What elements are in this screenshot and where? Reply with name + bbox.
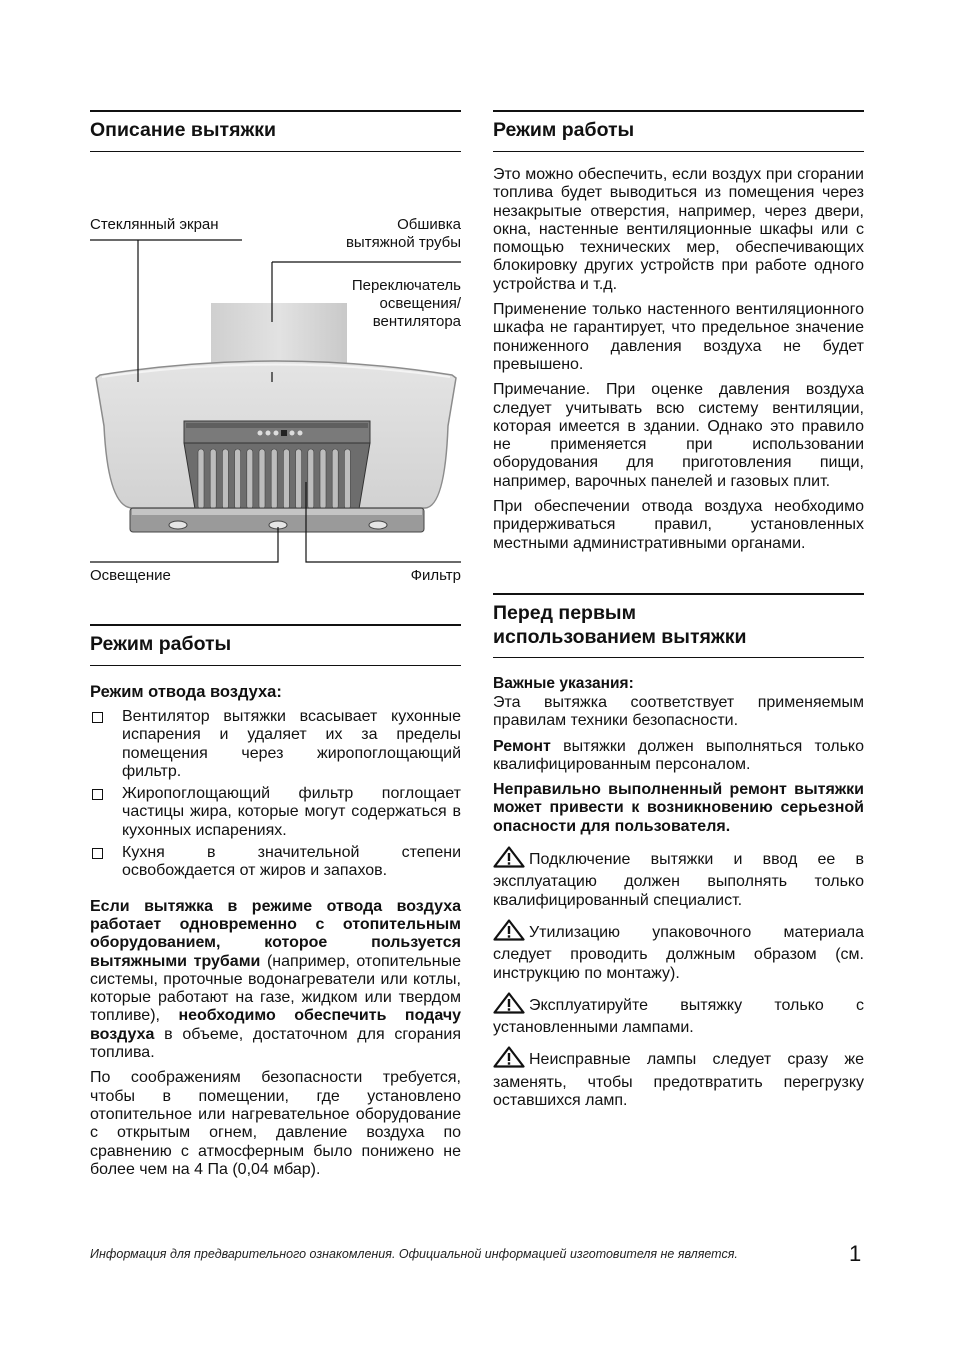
list-item	[90, 708, 461, 781]
filter-slat	[271, 449, 277, 509]
hood-illustration	[90, 182, 461, 582]
paragraph-text: вытяжки должен выполняться только квалифицированным персоналом.	[493, 737, 864, 773]
filter-slat	[259, 449, 265, 509]
danger-paragraph: Неправильно выполненный ремонт вытяжки может привести к возникновению серьезной опасности для пользователя.	[493, 781, 864, 835]
label-chimney-line: Обшивка	[397, 216, 461, 233]
filter-slat	[222, 449, 228, 509]
hood-diagram	[90, 182, 461, 582]
heading-line: использованием вытяжки	[493, 625, 747, 648]
checkbox-icon	[92, 712, 103, 723]
warning-triangle-icon	[493, 992, 525, 1019]
before-first-use-heading	[493, 595, 864, 649]
filter-slat	[296, 449, 302, 509]
checkbox-icon	[92, 789, 103, 800]
label-glass-screen: Стеклянный экран	[90, 216, 219, 233]
important-notes-heading: Важные указания:	[493, 674, 634, 692]
filter-slat	[320, 449, 326, 509]
footer-note: Информация для предварительного ознакомления. Официальной информацией изготовителя не является.	[90, 1247, 738, 1261]
heating-equipment-paragraph	[90, 898, 461, 1063]
bold-text: Если вытяжка в режиме отвода воздуха работает одновременно с отопительным оборудованием, которое пользуется вытяжными трубами	[90, 897, 461, 970]
section-rule	[493, 657, 864, 658]
warning-text: Утилизацию упаковочного материала следует проводить должным образом (см. инструкцию по монтажу).	[493, 923, 864, 982]
mode-heading-left: Режим работы	[90, 633, 232, 655]
lamp	[369, 521, 387, 529]
repair-paragraph	[493, 738, 864, 775]
warning-item	[493, 1046, 864, 1110]
pressure-paragraph: По соображениям безопасности требуется, чтобы в помещении, где установлено отопительное или нагревательное оборудование с открытым огнем, давление воздуха по сравнению с атмосферным было понижено не более чем на 4 Па (0,04 мбар).	[90, 1069, 461, 1178]
list-item-text: Жиропоглощающий фильтр поглощает частицы жира, которые могут содержаться в кухонных испарениях.	[122, 785, 461, 839]
warning-text: Подключение вытяжки и ввод ее в эксплуатацию должен выполнять только квалифицированный специалист.	[493, 851, 864, 909]
warning-text: Неисправные лампы следует сразу же заменять, чтобы предотвратить перегрузку оставшихся ламп.	[493, 1051, 864, 1109]
warning-triangle-icon	[493, 919, 525, 946]
filter-slat	[308, 449, 314, 509]
list-item	[90, 844, 461, 881]
paragraph: Это можно обеспечить, если воздух при сгорании топлива будет выводиться из помещения через незакрытые отверстия, например, через двери, окна, настенные вентиляционные шкафы или с помощью технических мер, обеспечивающих блокировку других устройств при работе одного устройства и т.д.	[493, 166, 864, 293]
section-rule	[493, 151, 864, 152]
filter-slat	[235, 449, 241, 509]
label-filter: Фильтр	[410, 567, 461, 584]
warning-triangle-icon	[493, 846, 525, 873]
exhaust-list	[90, 708, 461, 881]
label-switch-line: вентилятора	[372, 313, 461, 330]
checkbox-icon	[92, 848, 103, 859]
label-lighting: Освещение	[90, 567, 171, 584]
description-heading: Описание вытяжки	[90, 119, 277, 141]
list-item-text: Кухня в значительной степени освобождается от жиров и запахов.	[122, 844, 461, 880]
mode-paragraphs	[493, 166, 864, 553]
warning-item	[493, 919, 864, 983]
section-rule	[90, 151, 461, 152]
filter-slat	[210, 449, 216, 509]
right-column	[493, 110, 864, 1119]
filter-slat	[247, 449, 253, 509]
mode-heading-right: Режим работы	[493, 119, 635, 141]
page-number: 1	[849, 1241, 862, 1266]
filter-slat	[198, 449, 204, 509]
important-text: Эта вытяжка соответствует применяемым правилам техники безопасности.	[493, 693, 864, 730]
heading-line: Перед первым	[493, 601, 637, 624]
lamp	[169, 521, 187, 529]
warning-item	[493, 846, 864, 910]
list-item	[90, 785, 461, 840]
label-switch-line: освещения/	[379, 295, 461, 312]
paragraph: При обеспечении отвода воздуха необходимо придерживаться правил, установленных местными административными органами.	[493, 498, 864, 552]
paragraph-text: (например, отопительные системы, проточные водонагреватели или котлы, которые работают на газе, жидком или твердом топливе),	[90, 952, 461, 1025]
filter-slat	[332, 449, 338, 509]
warnings-list	[493, 846, 864, 1110]
label-switch-line: Переключатель	[351, 277, 461, 294]
list-item-text: Вентилятор вытяжки всасывает кухонные испарения и удаляет их за пределы помещения через жиропоглощающий фильтр.	[122, 708, 461, 780]
filter-slat	[344, 449, 350, 509]
warning-item	[493, 992, 864, 1038]
warning-text: Эксплуатируйте вытяжку только с установленными лампами.	[493, 996, 864, 1037]
paragraph: Примечание. При оценке давления воздуха следует учитывать всю систему вентиляции, которая имеется в здании. Однако это правило не применяется при использовании оборудования для приготовления пищи, например, варочных панелей и газовых плит.	[493, 381, 864, 490]
filter-slat	[283, 449, 289, 509]
warning-triangle-icon	[493, 1046, 525, 1073]
bold-text: необходимо обеспечить подачу воздуха	[90, 1007, 461, 1043]
paragraph-text: в объеме, достаточном для сгорания топлива.	[90, 1025, 461, 1062]
paragraph: Применение только настенного вентиляционного шкафа не гарантирует, что предельное значение пониженного давления воздуха не будет превышено.	[493, 301, 864, 373]
left-column	[90, 110, 461, 1186]
bold-text: Ремонт	[493, 737, 551, 755]
label-chimney-line: вытяжной трубы	[345, 234, 461, 251]
exhaust-mode-heading: Режим отвода воздуха:	[90, 683, 282, 701]
section-rule	[90, 665, 461, 666]
